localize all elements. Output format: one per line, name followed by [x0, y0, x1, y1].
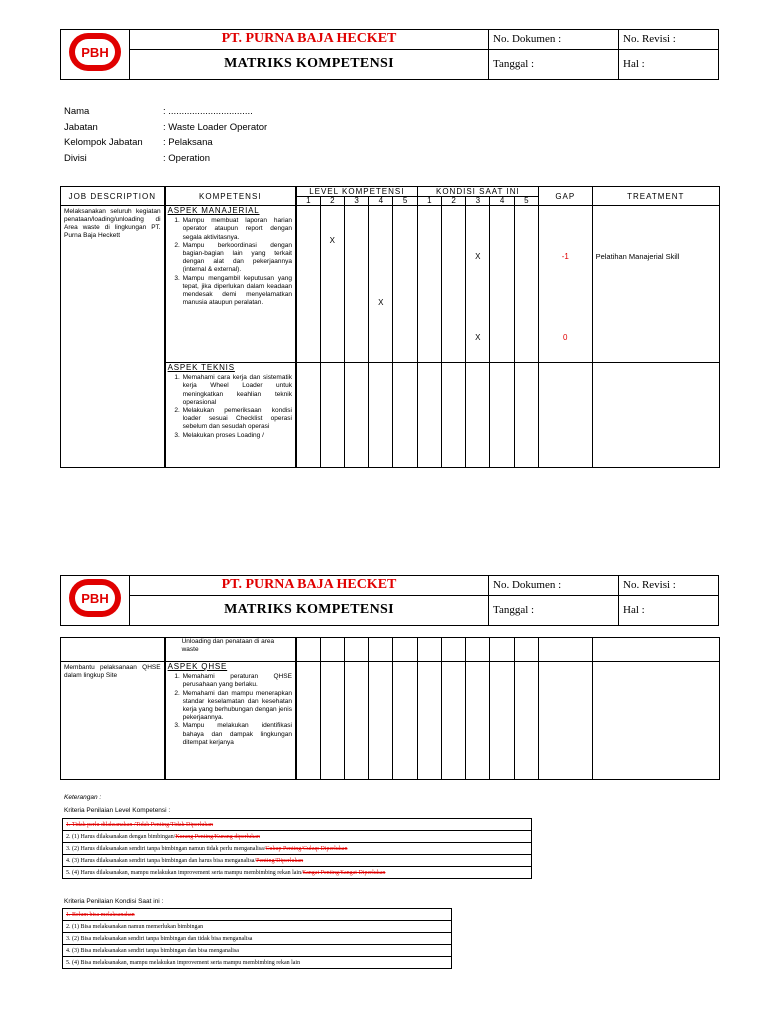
table-row: 4. (3) Bisa melaksanakan sendiri tanpa bimbingan dan bisa menganalisa — [63, 945, 452, 957]
info-row: Jabatan : Waste Loader Operator — [64, 121, 268, 133]
job-description-cell: Melaksanakan seluruh kegiatan penataan/loading/unloading di Area waste di lingkungan PT. Purna Baja Heckett — [61, 206, 165, 468]
company-name: PT. PURNA BAJA HECKET — [130, 30, 489, 50]
logo-cell — [61, 576, 130, 626]
kondisi-num: 5 — [514, 197, 538, 206]
no-dokumen-label: No. Dokumen : — [489, 576, 619, 596]
kondisi-num: 1 — [417, 197, 441, 206]
list-item: 2. Melakukan pemeriksaan kondisi loader sesuai Checklist operasi sebelum dan sesudah operasi — [182, 407, 292, 432]
competency-cell — [165, 206, 296, 363]
list-item: 3. Mampu mengambil keputusan yang tepat, jika diperlukan dalam keadaan mendesak demi menyelamatkan manusia ataupun peralatan. — [182, 275, 292, 308]
svg-text:PBH: PBH — [81, 591, 109, 606]
table-row — [61, 662, 720, 780]
competency-continued: Unloading dan penataan di area waste — [165, 638, 296, 662]
table-row: 3. (2) Bisa melaksanakan sendiri tanpa bimbingan dan tidak bisa menganalisa — [63, 933, 452, 945]
gap-value: 0 — [563, 333, 568, 342]
list-item: 2. Memahami dan mampu menerapkan standar keselamatan dan kesehatan kerja yang berhubungan dengan jenis pekerjaannya. — [182, 690, 292, 723]
gap-header: GAP — [539, 187, 593, 206]
info-row: Divisi : Operation — [64, 152, 210, 164]
hal-label: Hal : — [619, 49, 719, 79]
kondisi-criteria-table — [62, 908, 452, 969]
company-logo-icon — [66, 30, 124, 74]
no-revisi-label: No. Revisi : — [619, 576, 719, 596]
document-title: MATRIKS KOMPETENSI — [130, 595, 489, 625]
level-num: 4 — [369, 197, 393, 206]
tanggal-label: Tanggal : — [489, 595, 619, 625]
document-header-page2 — [60, 575, 719, 626]
info-row: Kelompok Jabatan : Pelaksana — [64, 137, 213, 148]
level-mark: X — [329, 236, 336, 245]
table-row: 2. (1) Bisa melaksanakan namun memerlukan bimbingan — [63, 921, 452, 933]
employee-info — [64, 104, 267, 166]
treatment-header: TREATMENT — [592, 187, 719, 206]
table-row: 1. Belum bisa melaksanakan — [63, 909, 452, 921]
level-criteria-title: Kriteria Penilaian Level Kompetensi : — [64, 807, 171, 814]
no-dokumen-label: No. Dokumen : — [489, 30, 619, 50]
competency-matrix-page1 — [60, 186, 720, 468]
logo-cell — [61, 30, 130, 80]
aspek-teknis-label: ASPEK TEKNIS — [167, 363, 235, 372]
table-row: 4. (3) Harus dilaksanakan sendiri tanpa bimbingan dan harus bisa menganalisa/Penting/Diperlukan — [63, 855, 532, 867]
level-kompetensi-header: LEVEL KOMPETENSI — [296, 187, 417, 197]
table-row: 5. (4) Bisa melaksanakan, mampu melakukan improvement serta mampu membimbing rekan lain — [63, 957, 452, 969]
table-row: 1. Tidak perlu dilaksanakan /Tidak Penting/Tidak Diperlukan — [63, 819, 532, 831]
list-item: 3. Melakukan proses Loading / — [182, 432, 292, 440]
kondisi-mark: X — [475, 252, 481, 261]
kondisi-num: 3 — [466, 197, 490, 206]
job-description-cell: Membantu pelaksanaan QHSE dalam lingkup Site — [61, 662, 165, 780]
no-revisi-label: No. Revisi : — [619, 30, 719, 50]
tanggal-label: Tanggal : — [489, 49, 619, 79]
kompetensi-header: KOMPETENSI — [165, 187, 296, 206]
list-item: 2. Mampu berkoordinasi dengan bagian-bagian lain yang terkait dengan alat dan pekerjaannya (internal & external). — [182, 242, 292, 275]
kondisi-num: 4 — [490, 197, 514, 206]
company-name: PT. PURNA BAJA HECKET — [130, 576, 489, 596]
level-num: 2 — [320, 197, 344, 206]
svg-text:PBH: PBH — [81, 45, 109, 60]
hal-label: Hal : — [619, 595, 719, 625]
kondisi-header: KONDISI SAAT INI — [417, 187, 538, 197]
list-item: 1. Memahami peraturan QHSE perusahaan yang berlaku. — [182, 673, 292, 689]
list-item: 1. Memahami cara kerja dan sistematik kerja Wheel Loader untuk meningkatkan keahlian teknik operasional — [182, 374, 292, 407]
treatment-cell: Pelatihan Manajerial Skill — [592, 206, 719, 363]
kondisi-num: 2 — [441, 197, 465, 206]
competency-cell — [165, 363, 296, 468]
table-row — [61, 206, 720, 363]
table-row: 5. (4) Harus dilaksanakan, mampu melakukan improvement serta mampu membimbing rekan lain/Sangat Penting/Sangat Diperlukan — [63, 867, 532, 879]
level-mark: X — [378, 298, 384, 307]
competency-cell — [165, 662, 296, 780]
table-row: 3. (2) Harus dilaksanakan sendiri tanpa bimbingan namun tidak perlu menganalisa/Cukup Penting/Cukup Diperlukan — [63, 843, 532, 855]
level-num: 3 — [344, 197, 368, 206]
table-row — [61, 638, 720, 662]
gap-value: -1 — [561, 252, 569, 261]
kondisi-mark: X — [475, 333, 481, 342]
list-item: 1. Mampu membuat laporan harian operator ataupun report dengan segala aktivitasnya. — [182, 217, 292, 242]
company-logo-icon — [66, 576, 124, 620]
document-title: MATRIKS KOMPETENSI — [130, 49, 489, 79]
keterangan-label: Keterangan : — [64, 794, 102, 801]
aspek-qhse-label: ASPEK QHSE — [167, 662, 228, 671]
info-row: Nama : ................................ — [64, 106, 253, 117]
aspek-manajerial-label: ASPEK MANAJERIAL — [167, 206, 260, 215]
level-criteria-table — [62, 818, 532, 879]
list-item: 3. Mampu melakukan identifikasi bahaya dan dampak lingkungan ditempat kerjanya — [182, 722, 292, 747]
job-description-header: JOB DESCRIPTION — [61, 187, 165, 206]
level-num: 5 — [393, 197, 417, 206]
document-header-page1 — [60, 29, 719, 80]
table-row: 2. (1) Harus dilaksanakan dengan bimbingan/Kurang Penting/Kurang diperlukan — [63, 831, 532, 843]
kondisi-criteria-title: Kriteria Penilaian Kondisi Saat ini : — [64, 898, 164, 905]
competency-matrix-page2 — [60, 637, 720, 780]
level-num: 1 — [296, 197, 320, 206]
